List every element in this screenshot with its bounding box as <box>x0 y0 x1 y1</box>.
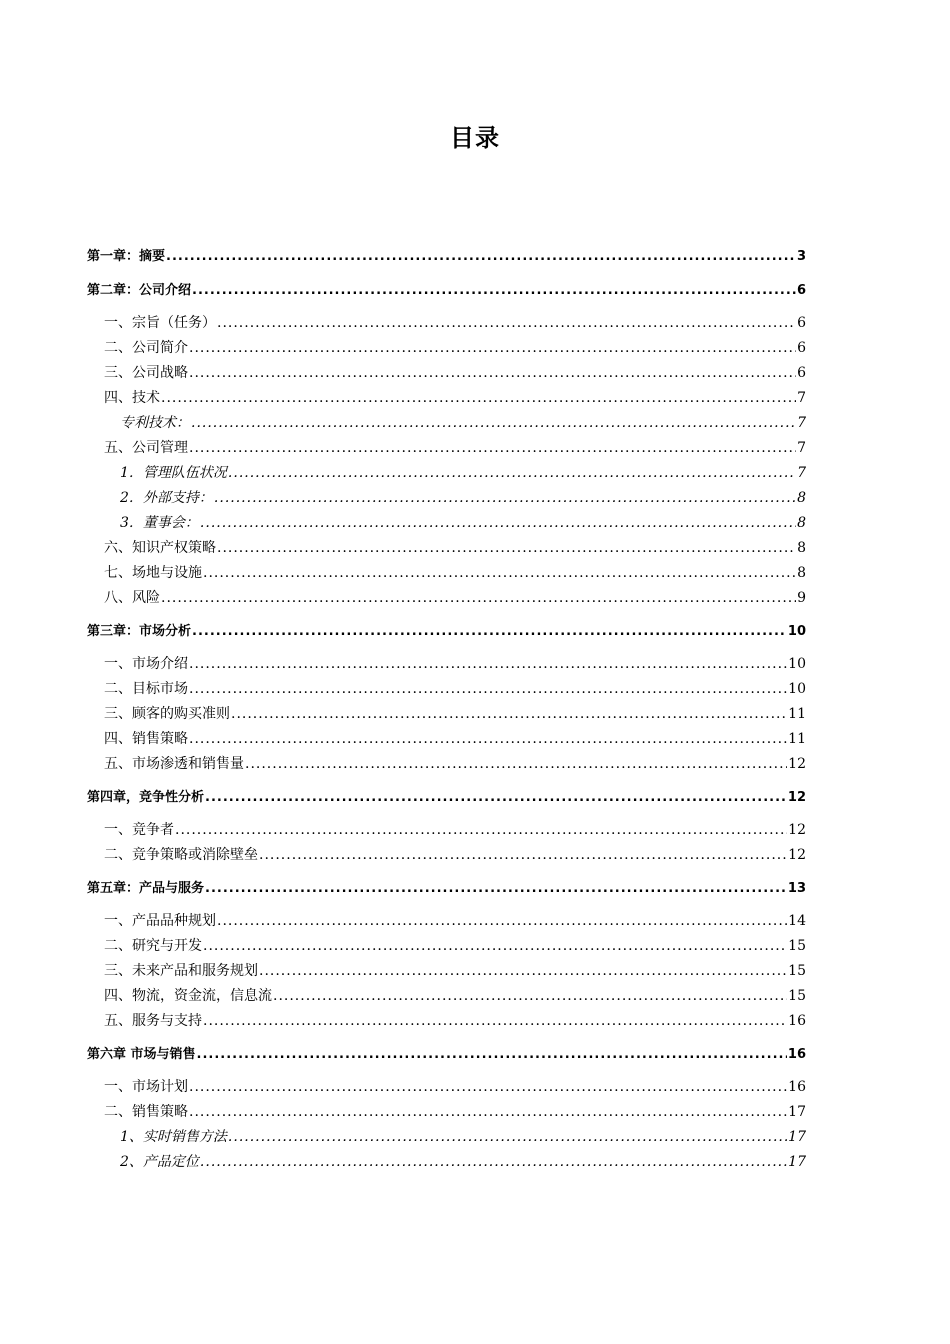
toc-page-number: 3 <box>796 249 806 264</box>
toc-section-entry[interactable] <box>87 1100 806 1125</box>
toc-chapter-entry[interactable] <box>87 278 806 304</box>
toc-entry-label: 一、产品品种规划 <box>104 913 216 929</box>
toc-entry-label: 2、产品定位 <box>120 1154 199 1170</box>
toc-section-entry[interactable] <box>87 411 806 436</box>
toc-leader-dots <box>205 785 787 811</box>
toc-section-entry[interactable] <box>87 561 806 586</box>
toc-entry-label: 二、公司简介 <box>104 340 188 356</box>
toc-section-entry[interactable] <box>87 1150 806 1175</box>
toc-leader-dots <box>161 586 796 611</box>
toc-entry-label: 第三章：市场分析 <box>87 624 192 639</box>
toc-leader-dots <box>189 436 796 461</box>
toc-leader-dots <box>189 652 787 677</box>
toc-section-entry[interactable] <box>87 311 806 336</box>
toc-entry-label: 四、销售策略 <box>104 731 188 747</box>
toc-leader-dots <box>203 934 787 959</box>
toc-section-entry[interactable] <box>87 677 806 702</box>
toc-section-entry[interactable] <box>87 536 806 561</box>
toc-leader-dots <box>175 818 787 843</box>
toc-page-number: 13 <box>787 881 806 896</box>
toc-section-entry[interactable] <box>87 461 806 486</box>
toc-section-entry[interactable] <box>87 909 806 934</box>
toc-entry-label: 五、市场渗透和销售量 <box>104 756 244 772</box>
toc-entry-label: 2．外部支持： <box>120 490 213 506</box>
toc-section-entry[interactable] <box>87 586 806 611</box>
toc-leader-dots <box>189 336 796 361</box>
toc-entry-label: 二、目标市场 <box>104 681 188 697</box>
page-title: 目录 <box>450 124 500 152</box>
toc-section-entry[interactable] <box>87 1125 806 1150</box>
toc-section-entry[interactable] <box>87 959 806 984</box>
toc-entry-label: 3．董事会： <box>120 515 199 531</box>
table-of-contents <box>87 244 806 1175</box>
toc-section-entry[interactable] <box>87 386 806 411</box>
toc-entry-label: 八、风险 <box>104 590 160 606</box>
toc-section-entry[interactable] <box>87 818 806 843</box>
toc-leader-dots <box>200 511 796 536</box>
toc-entry-label: 1．管理队伍状况 <box>120 465 227 481</box>
toc-section-entry[interactable] <box>87 511 806 536</box>
toc-leader-dots <box>189 1100 787 1125</box>
toc-leader-dots <box>259 959 787 984</box>
toc-entry-label: 第五章：产品与服务 <box>87 881 205 896</box>
toc-chapter-entry[interactable] <box>87 619 806 645</box>
toc-chapter-entry[interactable] <box>87 785 806 811</box>
toc-leader-dots <box>228 1125 787 1150</box>
toc-entry-label: 五、服务与支持 <box>104 1013 202 1029</box>
toc-entry-label: 第六章 市场与销售 <box>87 1047 196 1062</box>
toc-leader-dots <box>189 361 796 386</box>
toc-page-number: 15 <box>788 938 806 954</box>
toc-leader-dots <box>192 278 796 304</box>
toc-page-number: 7 <box>797 415 806 431</box>
toc-entry-label: 1、实时销售方法 <box>120 1129 227 1145</box>
toc-section-entry[interactable] <box>87 336 806 361</box>
toc-leader-dots <box>245 752 787 777</box>
toc-entry-label: 二、销售策略 <box>104 1104 188 1120</box>
toc-section-entry[interactable] <box>87 486 806 511</box>
toc-entry-label: 五、公司管理 <box>104 440 188 456</box>
toc-page-number: 8 <box>797 490 806 506</box>
toc-entry-label: 三、未来产品和服务规划 <box>104 963 258 979</box>
toc-page-number: 6 <box>797 340 806 356</box>
toc-entry-label: 四、物流，资金流，信息流 <box>104 988 272 1004</box>
toc-section-entry[interactable] <box>87 436 806 461</box>
toc-page-number: 6 <box>797 315 806 331</box>
toc-page-number: 10 <box>787 624 806 639</box>
toc-page-number: 9 <box>797 590 806 606</box>
toc-page-number: 17 <box>788 1154 806 1170</box>
toc-entry-label: 第二章：公司介绍 <box>87 283 192 298</box>
toc-page-number: 6 <box>797 365 806 381</box>
toc-leader-dots <box>214 486 796 511</box>
toc-page-number: 10 <box>788 656 806 672</box>
toc-entry-label: 三、公司战略 <box>104 365 188 381</box>
toc-leader-dots <box>197 1042 787 1068</box>
toc-entry-label: 二、研究与开发 <box>104 938 202 954</box>
toc-page-number: 12 <box>787 790 806 805</box>
toc-leader-dots <box>217 536 796 561</box>
toc-page-number: 6 <box>796 283 806 298</box>
toc-leader-dots <box>217 311 796 336</box>
toc-section-entry[interactable] <box>87 1009 806 1034</box>
toc-entry-label: 第四章，竞争性分析 <box>87 790 205 805</box>
toc-chapter-entry[interactable] <box>87 1042 806 1068</box>
toc-leader-dots <box>273 984 787 1009</box>
toc-entry-label: 一、市场介绍 <box>104 656 188 672</box>
toc-section-entry[interactable] <box>87 752 806 777</box>
toc-page-number: 12 <box>788 822 806 838</box>
toc-page-number: 16 <box>788 1013 806 1029</box>
toc-section-entry[interactable] <box>87 361 806 386</box>
toc-leader-dots <box>191 411 796 436</box>
toc-section-entry[interactable] <box>87 652 806 677</box>
toc-page-number: 8 <box>797 515 806 531</box>
toc-chapter-entry[interactable] <box>87 876 806 902</box>
toc-page-number: 16 <box>788 1079 806 1095</box>
toc-page-number: 12 <box>788 847 806 863</box>
toc-section-entry[interactable] <box>87 702 806 727</box>
toc-leader-dots <box>203 1009 787 1034</box>
toc-page-number: 10 <box>788 681 806 697</box>
toc-leader-dots <box>217 909 787 934</box>
toc-page-number: 7 <box>797 440 806 456</box>
toc-page-number: 7 <box>797 390 806 406</box>
toc-page-number: 17 <box>788 1129 806 1145</box>
toc-entry-label: 第一章：摘要 <box>87 249 166 264</box>
toc-page-number: 15 <box>788 988 806 1004</box>
toc-entry-label: 一、竞争者 <box>104 822 174 838</box>
toc-entry-label: 三、顾客的购买准则 <box>104 706 230 722</box>
toc-page-number: 7 <box>797 465 806 481</box>
toc-leader-dots <box>259 843 787 868</box>
toc-page-number: 15 <box>788 963 806 979</box>
toc-entry-label: 专利技术： <box>120 415 190 431</box>
toc-page-number: 12 <box>788 756 806 772</box>
toc-leader-dots <box>228 461 796 486</box>
toc-entry-label: 四、技术 <box>104 390 160 406</box>
toc-page-number: 8 <box>797 565 806 581</box>
toc-section-entry[interactable] <box>87 934 806 959</box>
toc-leader-dots <box>231 702 787 727</box>
toc-entry-label: 七、场地与设施 <box>104 565 202 581</box>
toc-page-number: 11 <box>788 706 806 722</box>
toc-leader-dots <box>189 677 787 702</box>
toc-entry-label: 一、市场计划 <box>104 1079 188 1095</box>
toc-leader-dots <box>205 876 787 902</box>
toc-entry-label: 六、知识产权策略 <box>104 540 216 556</box>
toc-leader-dots <box>161 386 796 411</box>
toc-section-entry[interactable] <box>87 843 806 868</box>
toc-page-number: 8 <box>797 540 806 556</box>
toc-page-number: 16 <box>787 1047 806 1062</box>
toc-leader-dots <box>203 561 796 586</box>
toc-page-number: 11 <box>788 731 806 747</box>
toc-entry-label: 二、竞争策略或消除壁垒 <box>104 847 258 863</box>
toc-section-entry[interactable] <box>87 1075 806 1100</box>
toc-leader-dots <box>166 244 796 270</box>
toc-page-number: 14 <box>788 913 806 929</box>
toc-leader-dots <box>192 619 787 645</box>
toc-leader-dots <box>200 1150 787 1175</box>
toc-section-entry[interactable] <box>87 984 806 1009</box>
toc-section-entry[interactable] <box>87 727 806 752</box>
toc-entry-label: 一、宗旨（任务） <box>104 315 216 331</box>
toc-page-number: 17 <box>788 1104 806 1120</box>
toc-leader-dots <box>189 727 787 752</box>
toc-chapter-entry[interactable] <box>87 244 806 270</box>
toc-leader-dots <box>189 1075 787 1100</box>
